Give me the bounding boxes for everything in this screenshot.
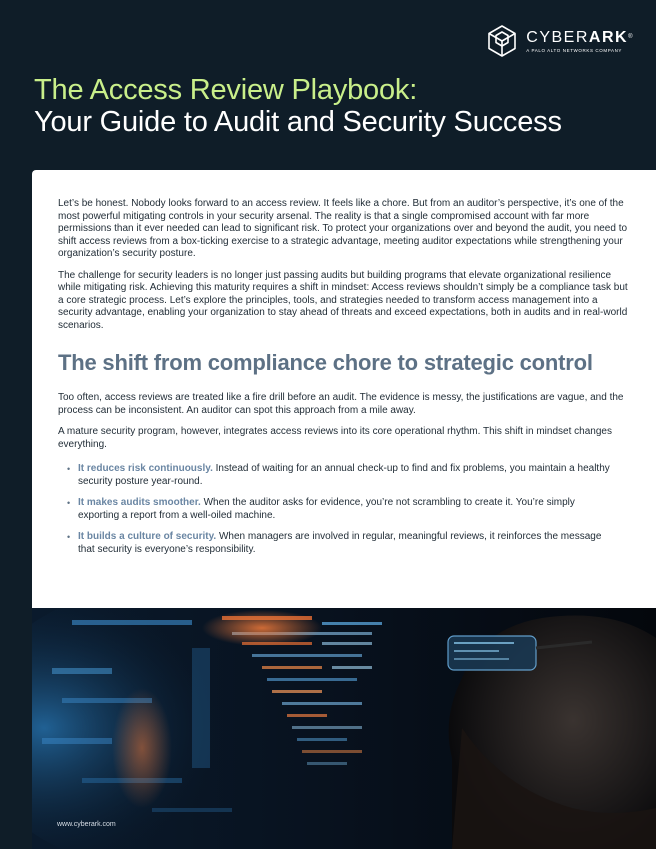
content-card — [32, 170, 656, 608]
intro-paragraph-1: Let’s be honest. Nobody looks forward to an access review. It feels like a chore. But from an auditor’s perspective, it’s one of the most powerful mitigating controls in your security arsenal. The reality is that a single compromised account with far more permissions than it ever needed can lead to significant risk. To protect your organizations over and beyond the audit, you need to shift access reviews from a box-ticking exercise to a strategic advantage, meeting auditor expectations while strengthening your organization’s security posture. — [58, 198, 628, 259]
logo-tagline: A PALO ALTO NETWORKS COMPANY — [526, 47, 623, 53]
page-title-line1: The Access Review Playbook: — [34, 74, 418, 106]
benefit-lead: It reduces risk continuously. — [78, 463, 213, 474]
benefit-text: When the auditor asks for evidence, you’re not scrambling to create it. You’re simply exporting a report from a well-oiled machine. — [78, 497, 575, 521]
section-heading: The shift from compliance chore to strategic control — [58, 350, 593, 375]
benefit-item-risk — [58, 463, 618, 488]
benefit-lead: It makes audits smoother. — [78, 497, 201, 508]
person-silhouette — [448, 616, 656, 849]
logo-wordmark: CYBERARK® — [526, 28, 634, 46]
benefit-text: Instead of waiting for an annual check-up to find and fix problems, you maintain a healthy security posture year-round. — [78, 463, 610, 487]
section-paragraph-1: Too often, access reviews are treated like a fire drill before an audit. The evidence is messy, the justifications are vague, and the process can be inconsistent. An auditor can spot this approach from a mile away. — [58, 392, 624, 416]
benefit-lead: It builds a culture of security. — [78, 531, 217, 542]
footer-url[interactable]: www.cyberark.com — [57, 821, 116, 828]
photo-illustration — [32, 608, 656, 849]
page-title-line2: Your Guide to Audit and Security Success — [34, 106, 562, 138]
benefit-text: When managers are involved in regular, meaningful reviews, it reinforces the message that security is everyone’s responsibility. — [78, 531, 602, 555]
benefit-item-culture — [58, 531, 618, 556]
benefit-item-audits — [58, 497, 618, 522]
section-paragraph-2: A mature security program, however, integrates access reviews into its core operational rhythm. This shift in mindset changes everything. — [58, 426, 612, 450]
cyberark-logo[interactable] — [485, 24, 634, 58]
hero-photo-code-screen — [32, 608, 656, 849]
intro-paragraph-2: The challenge for security leaders is no longer just passing audits but building programs that elevate organizational resilience while mitigating risk. Achieving this maturity requires a shift in mindset: Access reviews shouldn’t simply be a compliance task but a core strategic process. Let’s explore the principles, tools, and strategies needed to transform access management into a security advantage, enabling your organization to stay ahead of threats and exceed expectations, both in audits and in real-world scenarios. — [58, 269, 628, 331]
benefits-list — [58, 463, 630, 556]
cube-logo-icon — [485, 24, 519, 58]
page-header — [0, 0, 656, 170]
